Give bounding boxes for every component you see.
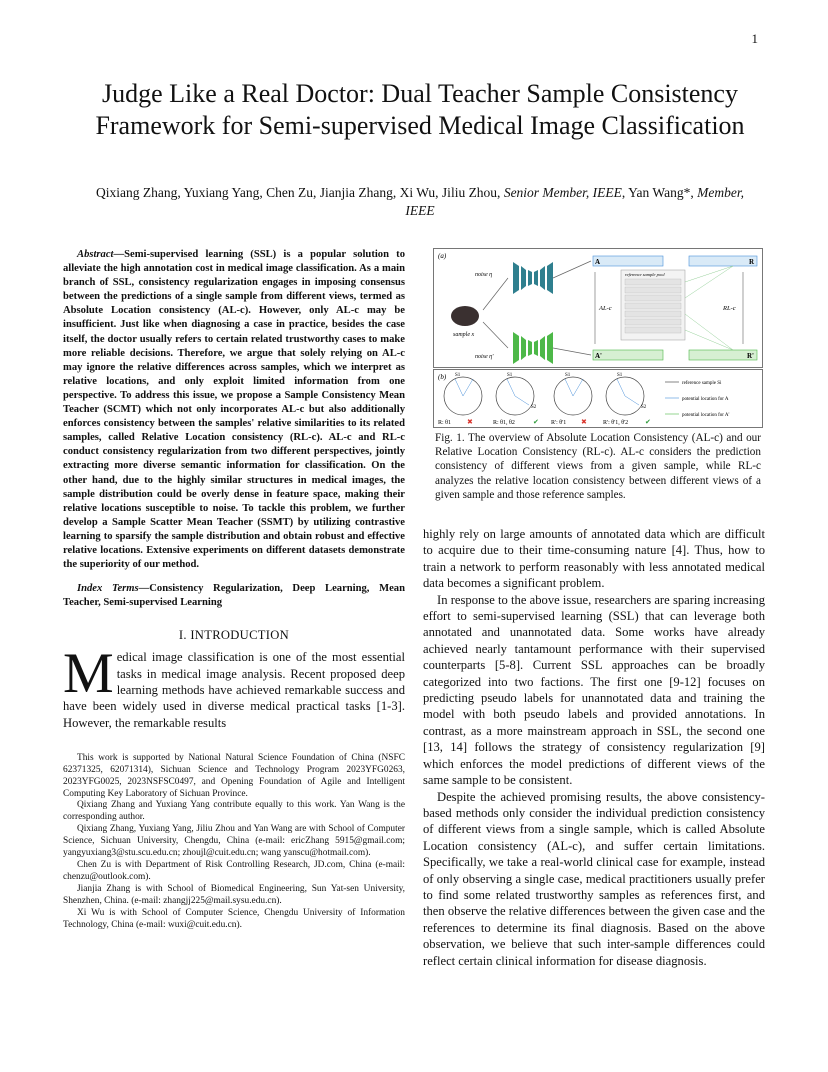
circle-label: R': θ'1 xyxy=(551,420,567,426)
footnote: Qixiang Zhang, Yuxiang Yang, Jiliu Zhou and Yan Wang are with School of Computer Science, Sichuan University, Chengdu, China (e-mail: ericZhang 5915@gmail.com; yangyuxiang3@stu.scu.edu.cn; zhoujl@cuit.edu.cn; wang yanscu@hotmail.com). xyxy=(63,824,405,859)
intro-text: edical image classification is one of the most essential tasks in medical image analysis. Recent proposed deep learning methods have achieved remarkable success and have been widely used in diverse medical practical tasks [1-3]. However, the remarkable results xyxy=(63,650,405,730)
student-network-bottom-icon xyxy=(513,332,553,364)
vector-a xyxy=(593,256,663,266)
legend-item: potential location for A' xyxy=(682,413,730,418)
footnotes xyxy=(63,753,405,932)
paper-title: Judge Like a Real Doctor: Dual Teacher Sample Consistency Framework for Semi-supervised Medical Image Classification xyxy=(95,79,745,140)
figure-legend xyxy=(665,381,730,418)
vector-r xyxy=(689,256,757,266)
vector-a-prime-label: A' xyxy=(595,352,602,360)
circle-label: R: θ1 xyxy=(438,420,452,426)
circle-label: R': θ'1, θ'2 xyxy=(603,420,629,426)
s-label: S2 xyxy=(641,405,647,410)
noise-top-label: noise η xyxy=(475,272,493,278)
body-paragraph: highly rely on large amounts of annotated data which are difficult to acquire due to their time-consuming nature [4]. Thus, how to train a network to perform reasonably with less annotated medical data becomes a significant problem. xyxy=(423,527,765,591)
cross-mark-icon: ✖ xyxy=(581,418,587,426)
vector-r-prime xyxy=(689,350,757,360)
panel-a-frame xyxy=(434,249,763,368)
footnote: Chen Zu is with Department of Risk Controlling Research, JD.com, China (e-mail: chenzu@outlook.com). xyxy=(63,859,405,882)
figure-caption: Fig. 1. The overview of Absolute Location Consistency (AL-c) and our Relative Location Consistency (RL-c). AL-c considers the prediction consistency of different views from a given sample, while RL-c analyzes the relative location consistency between different views of a given sample and those reference samples. xyxy=(435,432,761,501)
s-label: S1 xyxy=(507,373,513,378)
s-label: S2 xyxy=(531,405,537,410)
index-terms-label: Index Terms xyxy=(77,583,139,595)
reference-sample-pool xyxy=(621,270,685,340)
check-mark-icon: ✔ xyxy=(533,418,539,426)
circle-label: R: θ1, θ2 xyxy=(493,420,515,426)
location-circles xyxy=(444,377,644,415)
author-role-member: Member, IEEE xyxy=(405,185,744,218)
s-label: S1 xyxy=(455,373,461,378)
section-heading-introduction: I. INTRODUCTION xyxy=(178,628,290,643)
legend-item: potential location for A xyxy=(682,397,729,402)
teacher-network-top-icon xyxy=(513,262,553,294)
footnote: Jianjia Zhang is with School of Biomedical Engineering, Sun Yat-sen University, Shenzhen, China. (e-mail: zhangjj225@mail.sysu.edu.cn). xyxy=(63,883,405,906)
vector-a-prime xyxy=(593,350,663,360)
intro-paragraph xyxy=(63,642,405,730)
body-paragraph: In response to the above issue, researchers are sparing increasing effort to semi-supervised learning (SSL) that can leverage both annotated and unannotated data. Some works have already achieved nearly tantamount performance with their supervised counterparts [5-8]. Current SSL approaches can be broadly categorized into two factions. The first one [9-12] focuses on predicting pseudo labels for unannotated data and training the model with both pseudo labels and provided annotations. In contrast, as a more mainstream approach in SSL, the second one [13, 14] follows the strategy of consistency regularization [9] which enforces the model predictions of different views of the same sample to be consistent. xyxy=(423,592,765,788)
panel-b-label: (b) xyxy=(438,373,447,381)
sample-label: sample x xyxy=(453,332,475,338)
body-paragraph: Despite the achieved promising results, the above consistency-based methods only consider the individual prediction consistency of different views from a single sample, which is called Absolute Location consistency (AL-c), and suffer certain limitations. Specifically, we take a real-world clinical case for example, instead of only observing a single case, medical practitioners usually prefer to find some related trustworthy samples as references first, and then observe the relative differences between the given case and the references to determine its final diagnosis. Based on the above observation, we believe that such inter-sample differences could reflect certain clinical information for disease diagnosis. xyxy=(423,789,765,968)
s-label: S1 xyxy=(565,373,571,378)
author-role-senior: Senior Member, IEEE xyxy=(503,185,622,200)
author-names-2: , Yan Wang*, xyxy=(621,185,694,200)
author-names: Qixiang Zhang, Yuxiang Yang, Chen Zu, Jianjia Zhang, Xi Wu, Jiliu Zhou, xyxy=(96,185,501,200)
abstract-text: —Semi-supervised learning (SSL) is a popular solution to alleviate the high annotation cost in medical image classification. As a main branch of SSL, consistency regularization engages in imposing consensus between the predictions of a single sample from different views, termed as Absolute Location consistency (AL-c). However, only AL-c may be insufficient. Just like when diagnosing a case in practice, besides the case itself, the doctor usually refers to certain related trustworthy cases to make more reliable decisions. Therefore, we argue that solely relying on AL-c may ignore the relative differences across samples, which we interpret as relative locations, and only exploit limited information from one perspective. To address this issue, we propose a Sample Consistency Mean Teacher (SCMT) which not only incorporates AL-c but also additionally enforces consistency between the samples' relative similarities to its related samples, called Relative Location consistency (RL-c). AL-c and RL-c conduct consistency regularization from two different perspectives, jointly extracting more diverse semantic information for classification. On the other hand, due to the highly similar structures in medical images, the sample distribution could be overly dense in feature space, making their relative locations susceptible to noise. To tackle this problem, we further develop a Sample Scatter Mean Teacher (SSMT) by utilizing contrastive learning to sparsify the sample distribution and obtain robust and effective relative locations. Extensive experiments on different datasets demonstrate the superiority of our method. xyxy=(63,249,405,571)
index-terms-text: —Consistency Regularization, Deep Learning, Mean Teacher, Semi-supervised Learning xyxy=(63,583,405,609)
vector-r-label: R xyxy=(749,258,755,266)
vector-a-label: A xyxy=(595,258,601,266)
rlc-label: RL-c xyxy=(723,305,736,312)
author-list xyxy=(90,184,750,220)
legend-item: reference sample Si xyxy=(682,381,722,386)
output-arrows-icon xyxy=(553,261,591,355)
pool-label: reference sample pool xyxy=(625,272,665,277)
check-mark-icon: ✔ xyxy=(645,418,651,426)
footnote: Xi Wu is with School of Computer Science, Chengdu University of Information Technology, China (e-mail: wuxi@cuit.edu.cn). xyxy=(63,907,405,930)
page-number: 1 xyxy=(751,31,758,46)
drop-cap: M xyxy=(63,642,114,706)
left-column xyxy=(63,248,405,931)
vector-r-prime-label: R' xyxy=(747,352,754,360)
figure-1 xyxy=(433,248,763,428)
footnote: This work is supported by National Natural Science Foundation of China (NSFC 62371325, 62071314), Sichuan Science and Technology Program 2023YFG0263, 2023YFG0025, 2023NSFSC0497, and Opening Foundation of Agile and Intelligent Computing Key Laboratory of Sichuan Province. xyxy=(63,752,405,799)
noise-bottom-label: noise η' xyxy=(475,354,494,360)
index-terms xyxy=(63,582,405,610)
footnote: Qixiang Zhang and Yuxiang Yang contribute equally to this work. Yan Wang is the corresponding author. xyxy=(63,800,405,823)
abstract xyxy=(63,248,405,572)
cross-mark-icon: ✖ xyxy=(467,418,473,426)
branch-arrows-icon xyxy=(483,278,508,348)
panel-a-label: (a) xyxy=(438,252,447,260)
sample-image-icon xyxy=(451,306,479,326)
right-column xyxy=(423,526,765,969)
alc-label: AL-c xyxy=(599,305,612,312)
s-label: S1 xyxy=(617,373,623,378)
abstract-label: Abstract xyxy=(77,249,114,260)
